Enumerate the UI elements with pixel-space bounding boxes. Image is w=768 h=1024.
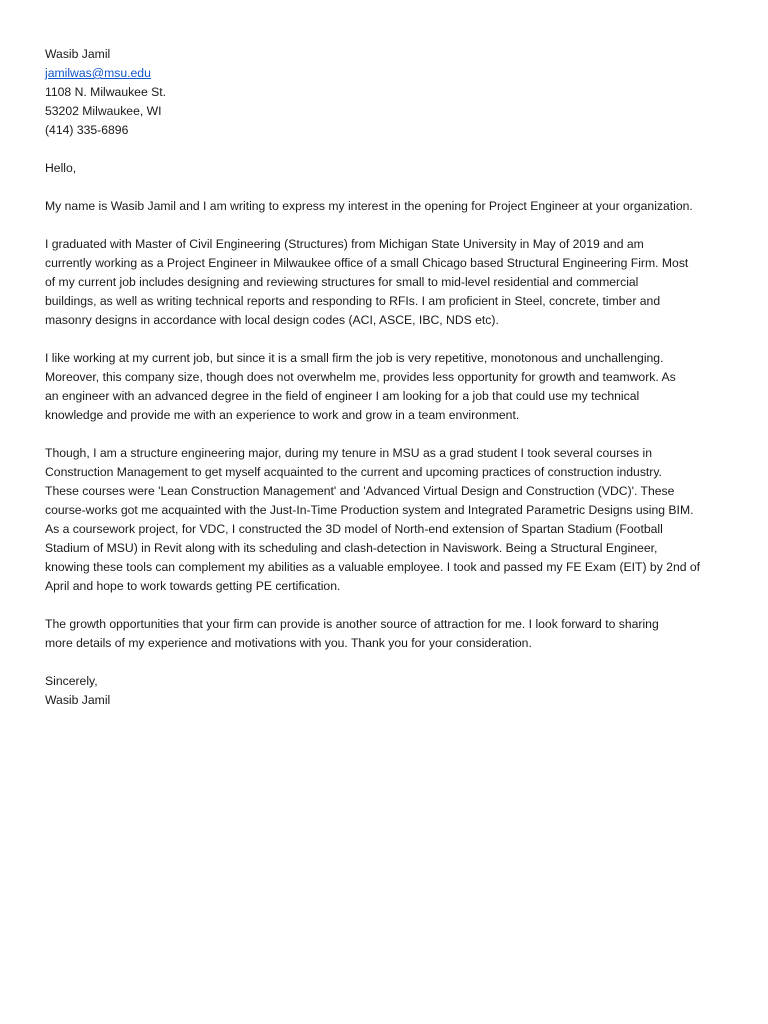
paragraph-5: The growth opportunities that your firm can provide is another source of attraction for me. I look forward to sharing more details of my experience and motivations with you. Thank you for your consideration. [45,617,659,650]
paragraph-3: I like working at my current job, but since it is a small firm the job is very repetitive, monotonous and unchallenging. Moreover, this company size, though does not overwhelm me, provides less opportunity for growth and teamwork. As an engineer with an advanced degree in the field of engineer I am looking for a job that could use my technical knowledge and provide me with an experience to work and grow in a team environment. [45,351,676,422]
closing-block [45,672,735,710]
sender-name: Wasib Jamil [45,47,111,61]
sender-city: 53202 Milwaukee, WI [45,104,162,118]
sender-email-link[interactable]: jamilwas@msu.edu [45,66,151,80]
signature: Wasib Jamil [45,693,111,707]
greeting: Hello, [45,161,77,175]
closing: Sincerely, [45,674,98,688]
paragraph-2: I graduated with Master of Civil Engineering (Structures) from Michigan State University in May of 2019 and am currently working as a Project Engineer in Milwaukee office of a small Chicago based Structural Engineering Firm. Most of my current job includes designing and reviewing structures for small to mid-level residential and commercial buildings, as well as writing technical reports and responding to RFIs. I am proficient in Steel, concrete, timber and masonry designs in accordance with local design codes (ACI, ASCE, IBC, NDS etc). [45,237,689,327]
paragraph-4: Though, I am a structure engineering major, during my tenure in MSU as a grad student I took several courses in Construction Management to get myself acquainted to the current and upcoming practices of construction industry. These courses were 'Lean Construction Management' and 'Advanced Virtual Design and Construction (VDC)'. These course-works got me acquainted with the Just-In-Time Production system and Integrated Parametric Designs using BIM. As a coursework project, for VDC, I constructed the 3D model of North-end extension of Spartan Stadium (Football Stadium of MSU) in Revit along with its scheduling and clash-detection in Naviswork. Being a Structural Engineer, knowing these tools can complement my abilities as a valuable employee. I took and passed my FE Exam (EIT) by 2nd of April and hope to work towards getting PE certification. [45,446,701,593]
sender-block [45,45,735,140]
sender-phone: (414) 335-6896 [45,123,129,137]
sender-street: 1108 N. Milwaukee St. [45,85,167,99]
paragraph-1: My name is Wasib Jamil and I am writing to express my interest in the opening for Project Engineer at your organization. [45,199,693,213]
cover-letter [45,45,735,710]
